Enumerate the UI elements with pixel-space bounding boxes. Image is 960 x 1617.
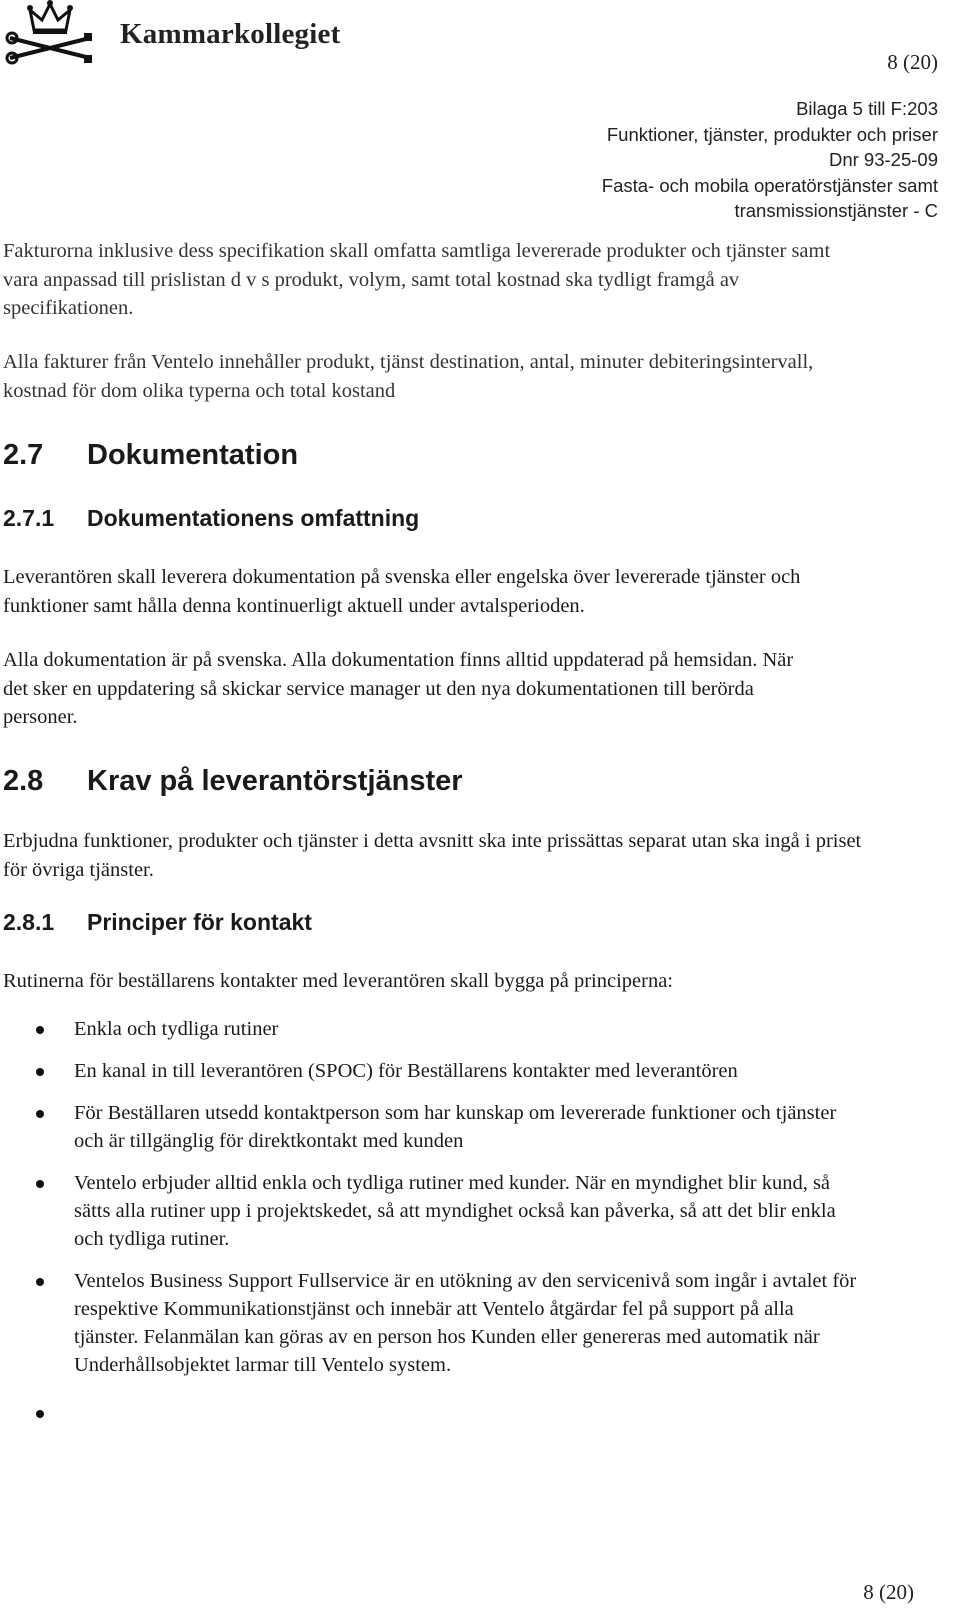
bullet-icon (36, 1110, 44, 1118)
bullet-icon (36, 1410, 44, 1418)
section-number: 2.7 (3, 439, 44, 471)
invoice-paragraph: Fakturorna inklusive dess specifikation skall omfatta samtliga levererade produkter och tjänster samt vara anpassad till prislistan d v s produkt, volym, samt total kostnad ska tydligt framgå av specifikationen. (3, 240, 831, 319)
page-number-top: 8 (20) (887, 50, 938, 74)
header-line: transmissionstjänster - C (734, 200, 938, 221)
list-item-text: Ventelos Business Support Fullservice är en utökning av den servicenivå som ingår i avtalet för respektive Kommunikationstjänst och innebär att Ventelo åtgärdar fel på support på alla tjänster. Felanmälan kan göras av en person hos Kunden eller genereras med automatik när Underhållsobjektet larmar till Ventelo system. (74, 1270, 857, 1376)
header-line: Funktioner, tjänster, produkter och priser (606, 123, 938, 145)
contact-principles-list (3, 1015, 863, 1441)
section-heading-2-7 (3, 439, 298, 472)
list-item (3, 1267, 863, 1379)
logo-text: Kammarkollegiet (120, 17, 341, 50)
list-item (3, 1015, 863, 1043)
list-item (3, 1057, 863, 1085)
list-item-text: En kanal in till leverantören (SPOC) för Beställarens kontakter med leverantören (74, 1060, 738, 1082)
section-title: Dokumentation (87, 439, 299, 471)
section-number: 2.8 (3, 765, 44, 797)
section-title: Dokumentationens omfattning (87, 505, 420, 531)
list-item-text: Ventelo erbjuder alltid enkla och tydliga rutiner med kunder. När en myndighet blir kund, så sätts alla rutiner upp i projektskedet, så att myndighet också kan påverka, så att det blir enkla och tydliga rutiner. (74, 1172, 836, 1250)
header-line: Bilaga 5 till F:203 (796, 98, 938, 119)
list-item-empty (3, 1399, 863, 1427)
section-number: 2.7.1 (3, 505, 55, 531)
page-number-bottom: 8 (20) (863, 1580, 914, 1604)
services-paragraph: Erbjudna funktioner, produkter och tjänster i detta avsnitt ska inte prissättas separat utan ska ingå i priset för övriga tjänster. (3, 830, 862, 881)
ventelo-invoice-paragraph: Alla fakturer från Ventelo innehåller produkt, tjänst destination, antal, minuter debiteringsintervall, kostnad för dom olika typerna och total kostand (3, 351, 814, 402)
bullet-icon (36, 1026, 44, 1034)
header-line: Dnr 93-25-09 (828, 149, 938, 170)
section-title: Krav på leverantörstjänster (87, 765, 463, 797)
list-item (3, 1169, 863, 1253)
bullet-icon (36, 1180, 44, 1188)
list-item-text: För Beställaren utsedd kontaktperson som har kunskap om levererade funktioner och tjänster och är tillgänglig för direktkontakt med kunden (74, 1102, 837, 1152)
list-item-text: Enkla och tydliga rutiner (74, 1018, 279, 1040)
kammarkollegiet-logo (4, 0, 340, 66)
crown-keys-icon (4, 0, 116, 66)
section-heading-2-7-1 (3, 505, 419, 532)
documentation-requirement: Leverantören skall leverera dokumentation på svenska eller engelska över levererade tjänster och funktioner samt hålla denna kontinuerligt aktuell under avtalsperioden. (3, 566, 801, 617)
documentation-answer: Alla dokumentation är på svenska. Alla dokumentation finns alltid uppdaterad på hemsidan. När det sker en uppdatering så skickar service manager ut den nya dokumentationen till berörda personer. (3, 649, 794, 728)
bullet-icon (36, 1278, 44, 1286)
list-item (3, 1099, 863, 1155)
section-number: 2.8.1 (3, 909, 55, 935)
contact-intro: Rutinerna för beställarens kontakter med leverantören skall bygga på principerna: (3, 970, 673, 992)
header-line: Fasta- och mobila operatörstjänster samt (601, 174, 938, 196)
section-title: Principer för kontakt (87, 909, 312, 935)
document-header-meta (602, 96, 938, 224)
section-heading-2-8-1 (3, 909, 312, 936)
section-heading-2-8 (3, 765, 463, 798)
bullet-icon (36, 1068, 44, 1076)
